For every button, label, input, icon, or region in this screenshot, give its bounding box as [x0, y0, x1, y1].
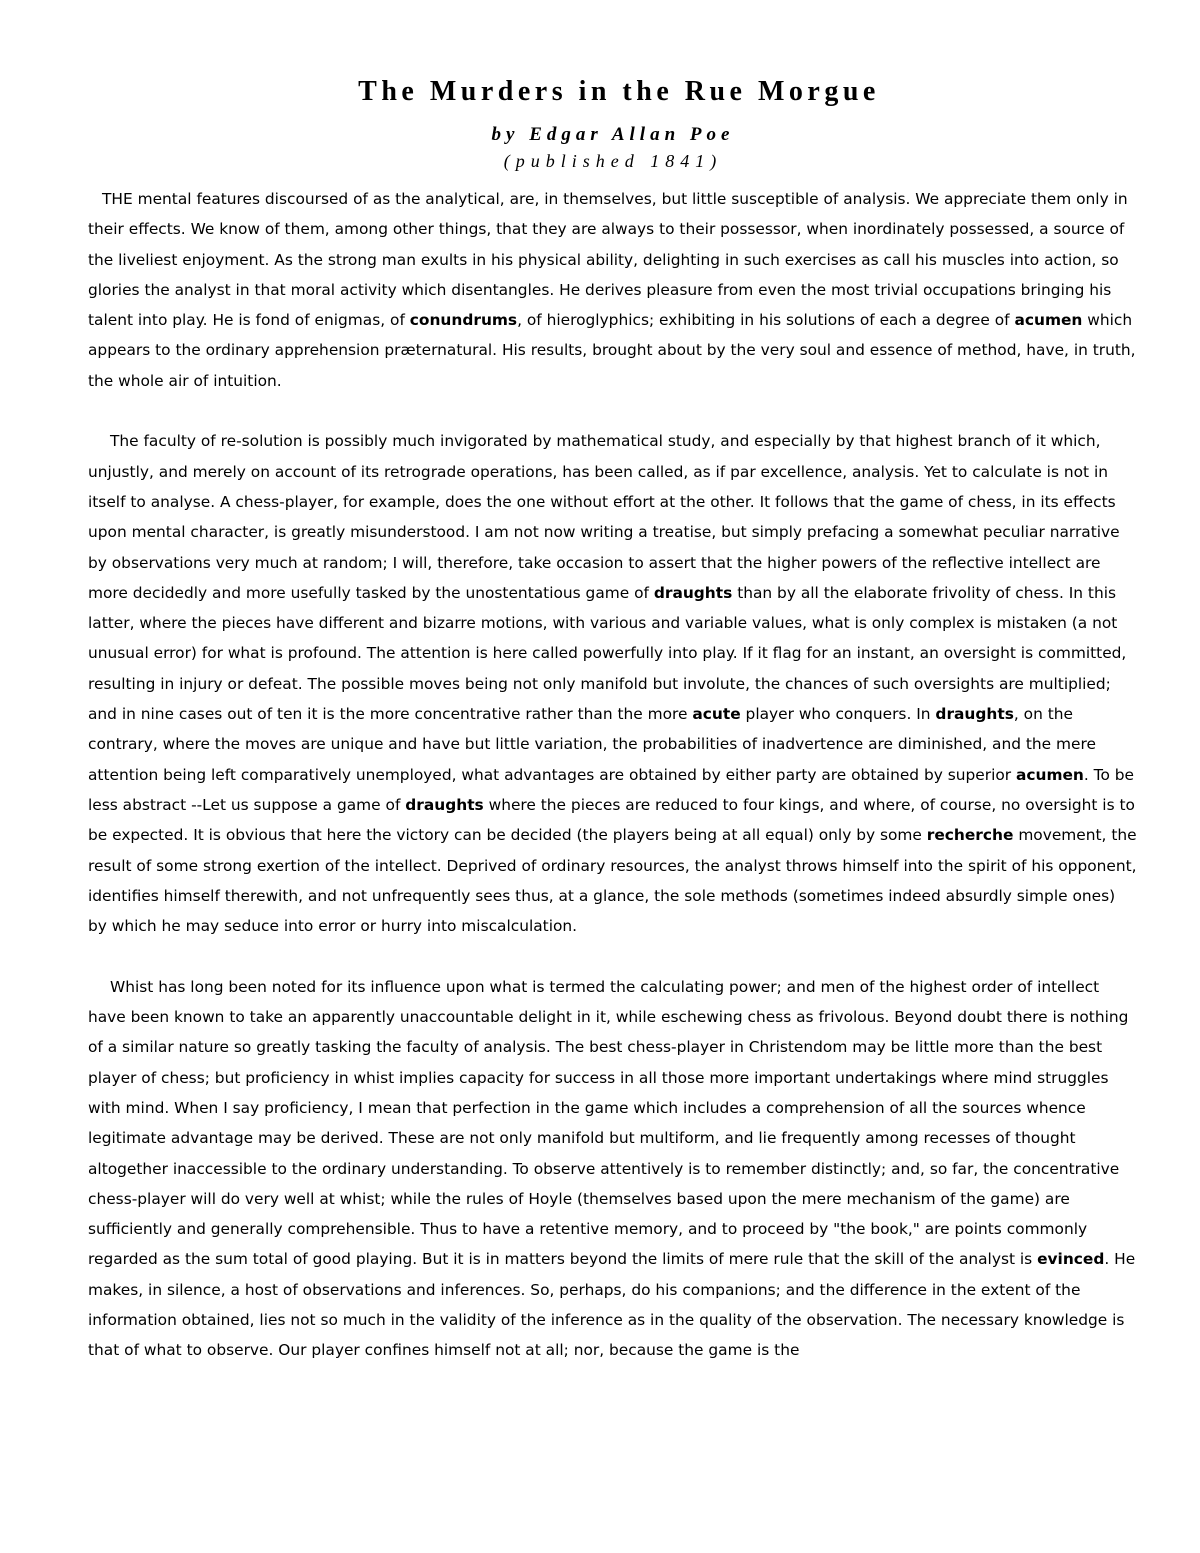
text-run: where the pieces are reduced to four kings, and where, of course, no oversight is to be expected. It is obvious that here the victory can be decided (the players being at all equal) only by some	[88, 795, 1135, 845]
document-title: The Murders in the Rue Morgue	[358, 76, 880, 107]
text-run: . He makes, in silence, a host of observations and inferences. So, perhaps, do his companions; and the difference in the extent of the information obtained, lies not so much in the validity of the inference as in the quality of the observation. The necessary knowledge is that of what to observe. Our player confines himself not at all; nor, because the game is the	[88, 1250, 1136, 1360]
paragraph-2	[88, 426, 1138, 941]
story-body	[88, 184, 1138, 1366]
document-page	[88, 72, 1138, 1396]
paragraph-3	[88, 972, 1138, 1366]
emphasized-word: acute	[692, 705, 741, 724]
text-run: . To be less abstract --Let us suppose a game of	[88, 765, 1135, 814]
emphasized-word: acumen	[1014, 311, 1083, 330]
emphasized-word: evinced	[1037, 1250, 1105, 1269]
text-run: player who conquers. In	[740, 705, 936, 724]
text-run: , on the contrary, where the moves are unique and have but little variation, the probabilities of inadvertence are diminished, and the mere attention being left comparatively unemployed, what advantages are obtained by either party are obtained by superior	[88, 705, 1096, 784]
text-run: movement, the result of some strong exertion of the intellect. Deprived of ordinary resources, the analyst throws himself into the spirit of his opponent, identifies himself therewith, and not unfrequently sees thus, at a glance, the sole methods (sometimes indeed absurdly simple ones) by which he may seduce into error or hurry into miscalculation.	[88, 826, 1137, 936]
text-run: The faculty of re-solution is possibly much invigorated by mathematical study, and especially by that highest branch of it which, unjustly, and merely on account of its retrograde operations, has been called, as if par excellence, analysis. Yet to calculate is not in itself to analyse. A chess-player, for example, does the one without effort at the other. It follows that the game of chess, in its effects upon mental character, is greatly misunderstood. I am not now writing a treatise, but simply prefacing a somewhat peculiar narrative by observations very much at random; I will, therefore, take occasion to assert that the higher powers of the reflective intellect are more decidedly and more usefully tasked by the unostentatious game of	[88, 432, 1120, 602]
author-byline: by Edgar Allan Poe	[491, 124, 735, 145]
text-run: which appears to the ordinary apprehension præternatural. His results, brought about by the very soul and essence of method, have, in truth, the whole air of intuition.	[88, 311, 1136, 390]
text-run: Whist has long been noted for its influence upon what is termed the calculating power; and men of the highest order of intellect have been known to take an apparently unaccountable delight in it, while eschewing chess as frivolous. Beyond doubt there is nothing of a similar nature so greatly tasking the faculty of analysis. The best chess-player in Christendom may be little more than the best player of chess; but proficiency in whist implies capacity for success in all those more important undertakings where mind struggles with mind. When I say proficiency, I mean that perfection in the game which includes a comprehension of all the sources whence legitimate advantage may be derived. These are not only manifold but multiform, and lie frequently among recesses of thought altogether inaccessible to the ordinary understanding. To observe attentively is to remember distinctly; and, so far, the concentrative chess-player will do very well at whist; while the rules of Hoyle (themselves based upon the mere mechanism of the game) are sufficiently and generally comprehensible. Thus to have a retentive memory, and to proceed by "the book," are points commonly regarded as the sum total of good playing. But it is in matters beyond the limits of mere rule that the skill of the analyst is	[88, 977, 1129, 1269]
emphasized-word: draughts	[405, 795, 484, 814]
text-run: , of hieroglyphics; exhibiting in his solutions of each a degree of	[517, 311, 1015, 330]
text-run: THE mental features discoursed of as the analytical, are, in themselves, but little susceptible of analysis. We appreciate them only in their effects. We know of them, among other things, that they are always to their possessor, when inordinately possessed, a source of the liveliest enjoyment. As the strong man exults in his physical ability, delighting in such exercises as call his muscles into action, so glories the analyst in that moral activity which disentangles. He derives pleasure from even the most trivial occupations bringing his talent into play. He is fond of enigmas, of	[88, 190, 1128, 330]
emphasized-word: draughts	[653, 583, 733, 602]
emphasized-word: recherche	[926, 826, 1014, 845]
emphasized-word: acumen	[1015, 765, 1084, 784]
publication-date: (published 1841)	[503, 151, 723, 171]
emphasized-word: draughts	[935, 705, 1014, 724]
text-run: than by all the elaborate frivolity of chess. In this latter, where the pieces have different and bizarre motions, with various and variable values, what is only complex is mistaken (a not unusual error) for what is profound. The attention is here called powerfully into play. If it flag for an instant, an oversight is committed, resulting in injury or defeat. The possible moves being not only manifold but involute, the chances of such oversights are multiplied; and in nine cases out of ten it is the more concentrative rather than the more	[88, 583, 1127, 724]
paragraph-1	[88, 184, 1138, 396]
emphasized-word: conundrums	[409, 311, 518, 330]
